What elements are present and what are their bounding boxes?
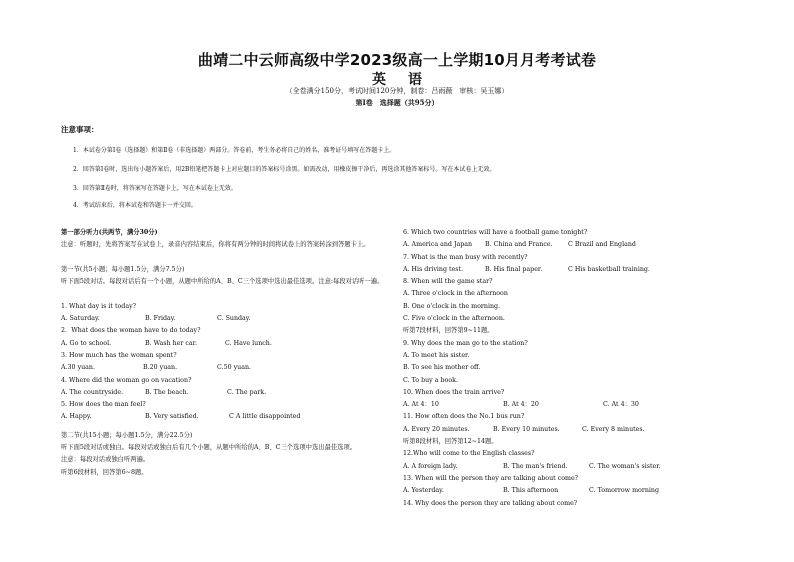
instruction-text: 注意：听题时，先将答案写在试卷上，录音内容结束后，你将有两分钟的时间将试卷上的答案转涂到答题卡上。 bbox=[61, 241, 370, 249]
option: C.50 yuan. bbox=[217, 364, 252, 372]
question-3: 3. How much has the woman spent? bbox=[61, 351, 177, 359]
option: C. Sunday. bbox=[217, 315, 251, 323]
option: A. Saturday. bbox=[61, 315, 100, 323]
exam-meta: （全卷满分150分，考试时间120分钟，制卷：吕雨薇 审核：吴玉娜） bbox=[285, 87, 509, 95]
option: A. Three o'clock in the afternoon bbox=[403, 290, 508, 298]
part-heading: 第Ⅰ卷 选择题（共95分） bbox=[355, 98, 439, 107]
question-1: 1. What day is it today? bbox=[61, 302, 137, 310]
question-13: 13. When will the person they are talking about come? bbox=[403, 474, 579, 482]
section1-heading: 第一节(共5小题；每小题1.5分，满分7.5分) bbox=[61, 265, 185, 273]
question-1-options bbox=[61, 313, 393, 325]
section2-heading: 第二节(共15小题；每小题1.5分，满分22.5分) bbox=[61, 431, 193, 439]
question-5-options bbox=[61, 411, 393, 423]
option: B. The beach. bbox=[145, 388, 189, 396]
option: A. To meet his sister. bbox=[403, 351, 470, 359]
option: A.30 yuan. bbox=[61, 364, 95, 372]
option: C. Tomorrow morning bbox=[589, 487, 659, 495]
option: C. Every 8 minutes. bbox=[582, 425, 645, 433]
option: B. His final paper. bbox=[485, 265, 543, 273]
option: C. Five o'clock in the afternoon. bbox=[403, 315, 505, 323]
option: B. China and France. bbox=[485, 241, 553, 249]
option: A. Happy. bbox=[61, 413, 92, 421]
option: B. Friday. bbox=[145, 315, 176, 323]
question-7-options bbox=[403, 264, 743, 276]
question-13-options bbox=[403, 485, 743, 497]
right-column bbox=[403, 227, 743, 510]
option: B. At 4：20 bbox=[503, 401, 539, 409]
option: B. To see his mother off. bbox=[403, 364, 481, 372]
option: A. At 4：10 bbox=[403, 401, 439, 409]
question-3-options bbox=[61, 362, 393, 374]
section2-note: 注意：每段对话或独白听两遍。 bbox=[61, 456, 150, 464]
question-6-options bbox=[403, 239, 743, 251]
section2-material-intro: 听第6段材料，回答第6~8题。 bbox=[61, 468, 148, 476]
left-column bbox=[61, 227, 393, 479]
section-heading: 第一部分听力(共两节，满分30分) bbox=[61, 229, 158, 236]
exam-title: 曲靖二中云师高级中学2023级高一上学期10月月考考试卷 bbox=[197, 51, 597, 69]
notice-item: 4．考试结束后，将本试卷和答题卡一并交回。 bbox=[73, 202, 197, 209]
option: B.20 yuan. bbox=[143, 364, 178, 372]
option: C A little disappointed bbox=[229, 413, 301, 421]
question-10: 10. When does the train arrive? bbox=[403, 388, 505, 396]
option: B. Every 10 minutes. bbox=[493, 425, 560, 433]
notice-item: 3．回答第Ⅱ卷时，将答案写在答题卡上，写在本试卷上无效。 bbox=[73, 185, 237, 192]
question-2-options bbox=[61, 338, 393, 350]
option: A. Every 20 minutes. bbox=[403, 425, 470, 433]
question-11-options bbox=[403, 424, 743, 436]
option: B. The man's friend. bbox=[503, 462, 568, 470]
option: C. The woman's sister. bbox=[589, 462, 661, 470]
material-7-intro: 听第7段材料，回答第9~11题。 bbox=[403, 327, 494, 335]
question-12: 12.Who will come to the English classes? bbox=[403, 450, 535, 458]
option: C. At 4：30 bbox=[603, 401, 639, 409]
option: A. America and Japan bbox=[403, 241, 473, 249]
question-12-options bbox=[403, 461, 743, 473]
option: C His basketball training. bbox=[568, 265, 650, 273]
notice-heading: 注意事项： bbox=[61, 125, 99, 134]
option: A. Go to school. bbox=[61, 339, 112, 347]
question-14: 14. Why does the person they are talking about come? bbox=[403, 499, 578, 507]
question-5: 5. How does the man feel? bbox=[61, 401, 146, 409]
question-8: 8. When will the game star? bbox=[403, 278, 493, 286]
question-11: 11. How often does the No.1 bus run? bbox=[403, 413, 525, 421]
notice-item: 1．本试卷分第Ⅰ卷（选择题）和第Ⅱ卷（非选择题）两部分。答卷前，考生务必将自己的姓名、准考证号填写在答题卡上。 bbox=[73, 147, 396, 154]
option: A. Yesterday. bbox=[403, 487, 444, 495]
notice-item: 2．回答第Ⅰ卷时，选出每小题答案后，用2B铅笔把答题卡上对应题目的答案标号涂黑。如需改动，用橡皮擦干净后，再选涂其他答案标号。写在本试卷上无效。 bbox=[73, 166, 496, 173]
option: B. Wash her car. bbox=[145, 339, 197, 347]
question-2: 2．What does the woman have to do today? bbox=[61, 327, 201, 335]
section2-instruction: 听下面5段对话或独白。每段对话或独白后有几个小题，从题中所给的A、B、C三个选项中选出最佳选项。 bbox=[61, 444, 357, 452]
option: B. This afternoon bbox=[503, 487, 559, 495]
option: A. His driving test. bbox=[403, 265, 464, 273]
option: C. To buy a book. bbox=[403, 376, 458, 384]
option: C Brazil and England bbox=[568, 241, 636, 249]
material-8-intro: 听第8段材料，回答第12~14题。 bbox=[403, 438, 498, 446]
question-10-options bbox=[403, 399, 743, 411]
question-6: 6. Which two countries will have a football game tonight? bbox=[403, 229, 588, 236]
question-9: 9. Why does the man go to the station? bbox=[403, 339, 528, 347]
option: C. Have lunch. bbox=[225, 339, 272, 347]
exam-subject: 英语 bbox=[372, 72, 444, 88]
option: B. Very satisfied. bbox=[145, 413, 199, 421]
option: B. One o'clock in the morning. bbox=[403, 302, 501, 310]
question-4-options bbox=[61, 387, 393, 399]
question-7: 7. What is the man busy with recently? bbox=[403, 253, 528, 261]
section1-instruction: 听下面5段对话。每段对话后有一个小题，从题中所给的A、B、C三个选项中选出最佳选项。注意:每段对话听一遍。 bbox=[61, 278, 384, 286]
option: A. A foreign lady. bbox=[403, 462, 458, 470]
option: C. The park. bbox=[227, 388, 267, 396]
question-4: 4. Where did the woman go on vacation? bbox=[61, 376, 192, 384]
option: A. The countryside. bbox=[61, 388, 124, 396]
